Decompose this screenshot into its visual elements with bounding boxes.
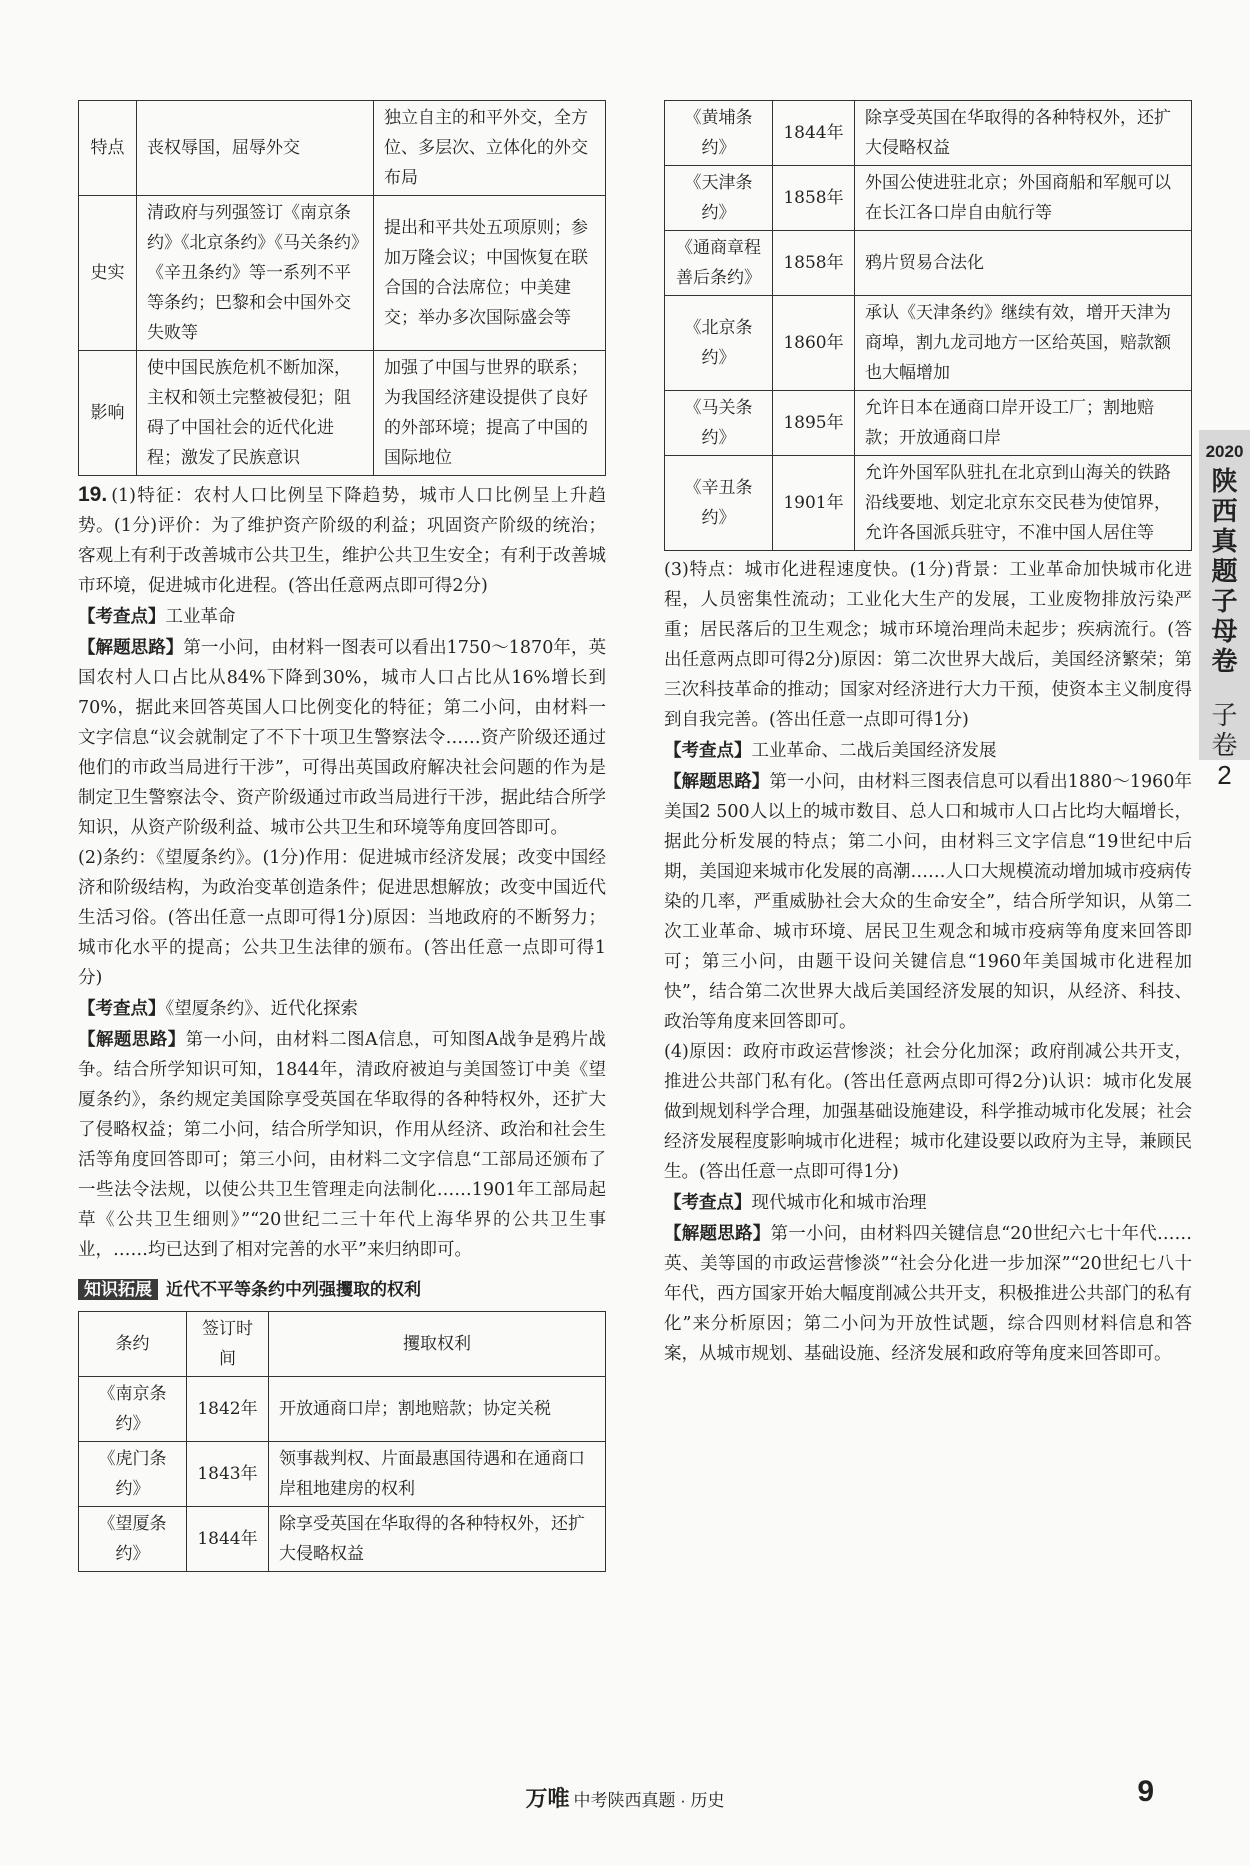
treaty-year: 1843年 bbox=[187, 1442, 269, 1507]
solution-idea: 【解题思路】第一小问，由材料二图A信息，可知图A战争是鸦片战争。结合所学知识可知，1844年，清政府被迫与美国签订中美《望厦条约》，条约规定美国除享受英国在华取得的各种特权外，还扩大了侵略权益；第二小问，结合所学知识，作用从经济、政治和社会生活等角度回答即可；第三小问，由材料二文字信息“工部局还颁布了一些法令法规，以使公共卫生管理走向法制化……1901年工部局起草《公共卫生细则》”“20世纪二三十年代上海华界的公共卫生事业，……均已达到了相对完善的水平”来归纳即可。 bbox=[78, 1029, 607, 1260]
treaty-name: 《望厦条约》 bbox=[79, 1507, 187, 1572]
table-row bbox=[79, 1442, 606, 1507]
table-cell: 提出和平共处五项原则；参加万隆会议；中国恢复在联合国的合法席位；中美建交；举办多次国际盛会等 bbox=[374, 196, 606, 351]
table-row bbox=[79, 101, 606, 196]
side-tab-sub bbox=[1199, 700, 1250, 790]
side-tab-year: 2020 bbox=[1205, 442, 1244, 461]
treaty-year: 1842年 bbox=[187, 1377, 269, 1442]
column-header: 签订时间 bbox=[187, 1312, 269, 1377]
extension-label: 知识拓展 bbox=[78, 1279, 158, 1300]
q19-part4: (4)原因：政府市政运营惨淡；社会分化加深；政府削减公共开支，推进公共部门私有化。(答出任意两点即可得2分)认识：城市化发展做到规划科学合理，加强基础设施建设，科学推动城市化发展；社会经济发展程度影响城市化进程；城市化建设要以政府为主导，兼顾民生。(答出任意一点即可得1分) bbox=[664, 1042, 1192, 1182]
comparison-table bbox=[78, 100, 606, 476]
brand-logo: 万唯 bbox=[525, 1786, 570, 1811]
treaty-table-right bbox=[664, 100, 1192, 551]
row-label: 史实 bbox=[79, 196, 137, 351]
key-point: 【考查点】《望厦条约》、近代化探索 bbox=[78, 998, 358, 1019]
side-tab-title: 陕西真题子母卷 bbox=[1211, 466, 1238, 676]
table-row bbox=[665, 391, 1192, 456]
page-number: 9 bbox=[1137, 1775, 1154, 1808]
treaty-name: 《通商章程善后条约》 bbox=[665, 231, 773, 296]
solution-idea: 【解题思路】第一小问，由材料一图表可以看出1750～1870年，英国农村人口占比从84%下降到30%，城市人口占比从16%增长到70%，据此来回答英国人口比例变化的特征；第二小问，由材料一文字信息“议会就制定了不下十项卫生警察法令……资产阶级还通过他们的市政当局进行干涉”，可得出英国政府解决社会问题的作为是制定卫生警察法令、资产阶级通过市政当局进行干涉，据此结合所学知识，从资产阶级利益、城市公共卫生和环境等角度回答即可。 bbox=[78, 637, 606, 838]
treaty-name: 《北京条约》 bbox=[665, 296, 773, 391]
side-tab-subtitle: 子卷2 bbox=[1211, 700, 1238, 790]
table-row bbox=[665, 456, 1192, 551]
table-row bbox=[79, 196, 606, 351]
treaty-name: 《虎门条约》 bbox=[79, 1442, 187, 1507]
table-cell: 丧权辱国，屈辱外交 bbox=[137, 101, 374, 196]
treaty-name: 《天津条约》 bbox=[665, 166, 773, 231]
row-label: 特点 bbox=[79, 101, 137, 196]
treaty-rights: 允许外国军队驻扎在北京到山海关的铁路沿线要地、划定北京东交民巷为使馆界，允许各国派兵驻守，不准中国人居住等 bbox=[855, 456, 1192, 551]
key-point: 【考查点】现代城市化和城市治理 bbox=[664, 1192, 927, 1213]
q19-part3: (3)特点：城市化进程速度快。(1分)背景：工业革命加快城市化进程，人员密集性流动；工业化大生产的发展，工业废物排放污染严重；居民落后的卫生观念；城市环境治理尚未起步；疾病流行。(答出任意两点即可得2分)原因：第二次世界大战后，美国经济繁荣；第三次科技革命的推动；国家对经济进行大力干预，使资本主义制度得到自我完善。(答出任意一点即可得1分) bbox=[664, 560, 1192, 730]
table-row bbox=[79, 351, 606, 476]
treaty-name: 《辛丑条约》 bbox=[665, 456, 773, 551]
table-row bbox=[665, 166, 1192, 231]
table-row bbox=[79, 1377, 606, 1442]
q19-part1: 19. (1)特征：农村人口比例呈下降趋势，城市人口比例呈上升趋势。(1分)评价：为了维护资产阶级的利益；巩固资产阶级的统治；客观上有利于改善城市公共卫生，维护公共卫生安全；有利于改善城市环境，促进城市化进程。(答出任意两点即可得2分) bbox=[78, 483, 606, 596]
treaty-name: 《南京条约》 bbox=[79, 1377, 187, 1442]
solution-idea: 【解题思路】第一小问，由材料四关键信息“20世纪六七十年代……英、美等国的市政运营惨淡”“社会分化进一步加深”“20世纪七八十年代，西方国家开始大幅度削减公共开支，积极推进公共部门的私有化”来分析原因；第二小问为开放性试题，综合四则材料信息和答案，从城市规划、基础设施、经济发展和政府等角度来回答即可。 bbox=[664, 1223, 1193, 1364]
treaty-name: 《马关条约》 bbox=[665, 391, 773, 456]
column-header: 条约 bbox=[79, 1312, 187, 1377]
table-cell: 加强了中国与世界的联系；为我国经济建设提供了良好的外部环境；提高了中国的国际地位 bbox=[374, 351, 606, 476]
treaty-name: 《黄埔条约》 bbox=[665, 101, 773, 166]
extension-title: 近代不平等条约中列强攫取的权利 bbox=[166, 1280, 421, 1299]
key-point: 【考查点】工业革命、二战后美国经济发展 bbox=[664, 740, 997, 761]
table-row bbox=[665, 101, 1192, 166]
treaty-rights: 承认《天津条约》继续有效，增开天津为商埠，割九龙司地方一区给英国，赔款额也大幅增加 bbox=[855, 296, 1192, 391]
treaty-year: 1901年 bbox=[773, 456, 855, 551]
table-cell: 独立自主的和平外交，全方位、多层次、立体化的外交布局 bbox=[374, 101, 606, 196]
table-row bbox=[665, 296, 1192, 391]
question-number: 19. bbox=[78, 483, 108, 506]
treaty-rights: 外国公使进驻北京；外国商船和军舰可以在长江各口岸自由航行等 bbox=[855, 166, 1192, 231]
treaty-rights: 开放通商口岸；割地赔款；协定关税 bbox=[269, 1377, 606, 1442]
footer bbox=[0, 1782, 1250, 1813]
table-cell: 使中国民族危机不断加深，主权和领土完整被侵犯；阻碍了中国社会的近代化进程；激发了民族意识 bbox=[137, 351, 374, 476]
treaty-rights: 除享受英国在华取得的各种特权外，还扩大侵略权益 bbox=[269, 1507, 606, 1572]
table-header-row bbox=[79, 1312, 606, 1377]
right-column bbox=[664, 100, 1192, 1369]
treaty-rights: 领事裁判权、片面最惠国待遇和在通商口岸租地建房的权利 bbox=[269, 1442, 606, 1507]
treaty-year: 1860年 bbox=[773, 296, 855, 391]
treaty-year: 1858年 bbox=[773, 166, 855, 231]
treaty-table-left bbox=[78, 1311, 606, 1572]
q19-part2: (2)条约：《望厦条约》。(1分)作用：促进城市经济发展；改变中国经济和阶级结构，为政治变革创造条件；促进思想解放；改变中国近代生活习俗。(答出任意一点即可得1分)原因：当地政府的不断努力；城市化水平的提高；公共卫生法律的颁布。(答出任意一点即可得1分) bbox=[78, 848, 606, 988]
footer-text: 中考陕西真题 · 历史 bbox=[573, 1791, 725, 1810]
row-label: 影响 bbox=[79, 351, 137, 476]
treaty-rights: 除享受英国在华取得的各种特权外，还扩大侵略权益 bbox=[855, 101, 1192, 166]
treaty-year: 1858年 bbox=[773, 231, 855, 296]
treaty-year: 1844年 bbox=[187, 1507, 269, 1572]
table-cell: 清政府与列强签订《南京条约》《北京条约》《马关条约》《辛丑条约》等一系列不平等条约；巴黎和会中国外交失败等 bbox=[137, 196, 374, 351]
treaty-year: 1895年 bbox=[773, 391, 855, 456]
left-column bbox=[78, 100, 606, 1572]
column-header: 攫取权利 bbox=[269, 1312, 606, 1377]
table-row bbox=[79, 1507, 606, 1572]
treaty-rights: 鸦片贸易合法化 bbox=[855, 231, 1192, 296]
key-point: 【考查点】工业革命 bbox=[78, 606, 236, 627]
treaty-year: 1844年 bbox=[773, 101, 855, 166]
table-row bbox=[665, 231, 1192, 296]
knowledge-extension-heading bbox=[78, 1275, 606, 1305]
treaty-rights: 允许日本在通商口岸开设工厂；割地赔款；开放通商口岸 bbox=[855, 391, 1192, 456]
solution-idea: 【解题思路】第一小问，由材料三图表信息可以看出1880～1960年美国2 500人以上的城市数目、总人口和城市人口占比均大幅增长，据此分析发展的特点；第二小问，由材料三文字信息“19世纪中后期，美国迎来城市化发展的高潮……人口大规模流动增加城市疫病传染的几率，严重威胁社会大众的生命安全”，结合所学知识，从第二次工业革命、城市环境、居民卫生观念和城市疫病等角度来回答即可；第三小问，由题干设问关键信息“1960年美国城市化进程加快”，结合第二次世界大战后美国经济发展的知识，从经济、科技、政治等角度来回答即可。 bbox=[664, 771, 1192, 1032]
